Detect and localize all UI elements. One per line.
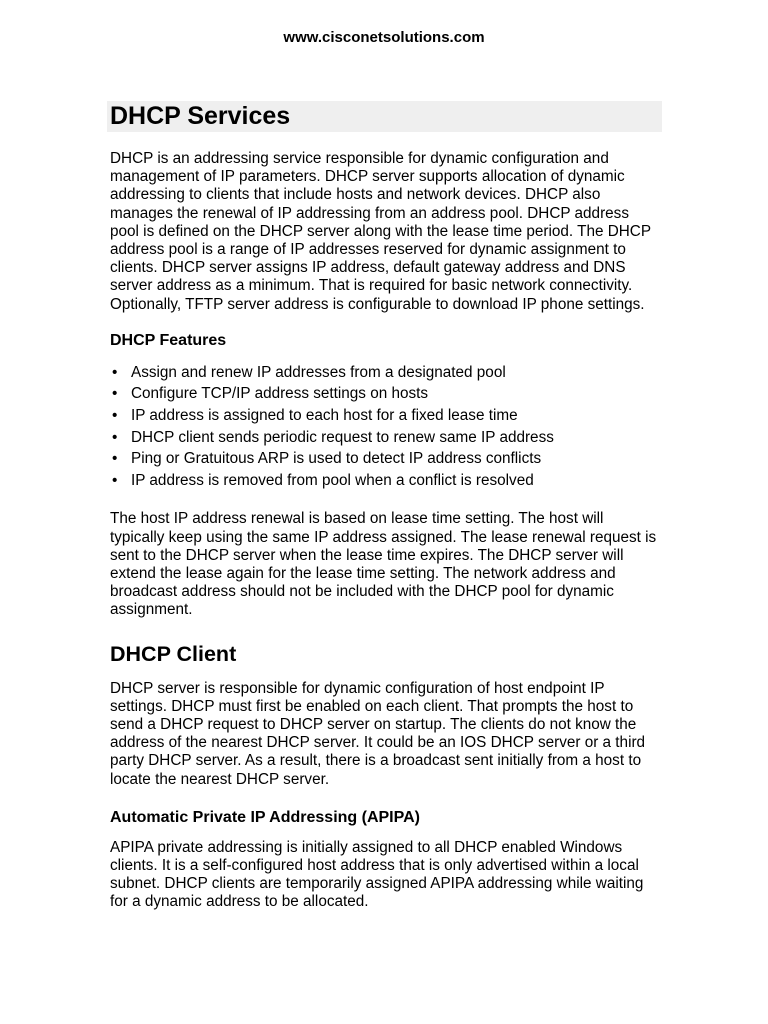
renewal-paragraph: The host IP address renewal is based on lease time setting. The host will typically keep using the same IP address assigned. The lease renewal request is sent to the DHCP server when the lease time expires. The DHCP server will extend the lease again for the lease time setting. The network address and broadcast address should not be included with the DHCP pool for dynamic assignment. (110, 510, 657, 619)
page-header-url: www.cisconetsolutions.com (283, 29, 485, 46)
intro-paragraph: DHCP is an addressing service responsible for dynamic configuration and management of IP parameters. DHCP server supports allocation of dynamic addressing to clients that include hosts and network devices. DHCP also manages the renewal of IP addressing from an address pool. DHCP address pool is defined on the DHCP server along with the lease time period. The DHCP address pool is a range of IP addresses reserved for dynamic assignment to clients. DHCP server assigns IP address, default gateway address and DNS server address as a minimum. That is required for basic network connectivity. Optionally, TFTP server address is configurable to download IP phone settings. (110, 150, 651, 313)
list-item (110, 405, 662, 427)
list-item (110, 427, 662, 449)
list-item-text: Configure TCP/IP address settings on hosts (131, 385, 429, 403)
client-paragraph: DHCP server is responsible for dynamic configuration of host endpoint IP settings. DHCP must first be enabled on each client. That prompts the host to send a DHCP request to DHCP server on startup. The clients do not know the address of the nearest DHCP server. It could be an IOS DHCP server or a third party DHCP server. As a result, there is a broadcast sent initially from a host to locate the nearest DHCP server. (110, 679, 646, 788)
section-title-dhcp-services: DHCP Services (110, 102, 291, 130)
list-item (110, 383, 662, 405)
list-item (110, 448, 662, 470)
bullet-icon: • (112, 450, 118, 468)
page-content (110, 101, 662, 912)
bullet-icon: • (112, 471, 118, 489)
list-item-text: Assign and renew IP addresses from a designated pool (131, 363, 506, 381)
apipa-heading: Automatic Private IP Addressing (APIPA) (110, 808, 420, 826)
list-item-text: Ping or Gratuitous ARP is used to detect IP address conflicts (131, 450, 542, 468)
bullet-icon: • (112, 385, 118, 403)
section-title-dhcp-client: DHCP Client (110, 641, 237, 666)
list-item (110, 470, 662, 492)
apipa-paragraph: APIPA private addressing is initially assigned to all DHCP enabled Windows clients. It is a self-configured host address that is only advertised within a local subnet. DHCP clients are temporarily assigned APIPA addressing while waiting for a dynamic address to be allocated. (110, 838, 644, 911)
list-item-text: IP address is assigned to each host for a fixed lease time (131, 407, 518, 425)
features-list (110, 362, 662, 492)
bullet-icon: • (112, 428, 118, 446)
list-item-text: DHCP client sends periodic request to renew same IP address (131, 428, 554, 446)
bullet-icon: • (112, 407, 118, 425)
list-item-text: IP address is removed from pool when a conflict is resolved (131, 471, 534, 489)
bullet-icon: • (112, 363, 118, 381)
section-title-band (107, 101, 662, 132)
list-item (110, 362, 662, 384)
features-heading: DHCP Features (110, 331, 227, 349)
